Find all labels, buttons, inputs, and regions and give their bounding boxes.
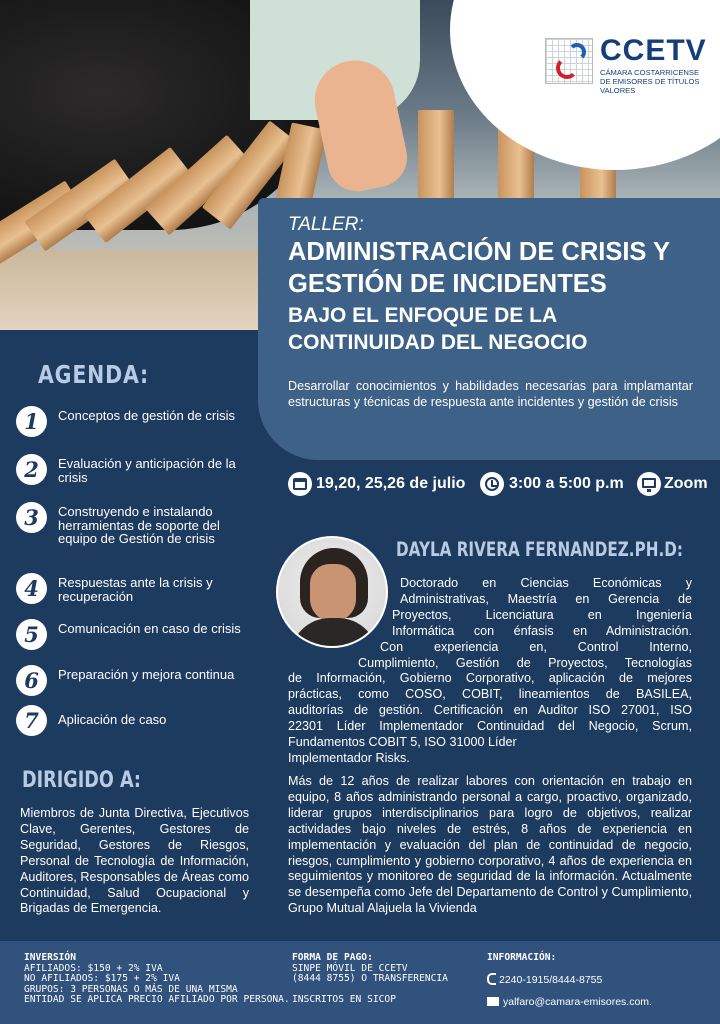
agenda-number-badge: 1 [16,406,47,437]
agenda-item-label: Construyendo e instalando herramientas de soporte del equipo de Gestión de crisis [58,504,220,546]
bio-line: Cumplimiento, Gestión de Proyectos, Tecnologías [358,655,692,670]
agenda-number-badge: 4 [16,573,47,604]
clock-icon [480,472,504,496]
speaker-bio [288,576,692,767]
bio-line: Con experiencia en, Control Interno, [380,639,692,654]
calendar-icon [288,472,312,496]
event-title: ADMINISTRACIÓN DE CRISIS Y GESTIÓN DE INCIDENTES [288,238,670,298]
investment-groups: GRUPOS: 3 PERSONAS O MÁS DE UNA MISMA [24,983,238,995]
footer [0,941,720,1024]
investment-block [24,953,290,1006]
bio-line: Informática con énfasis en Administración. [392,623,692,638]
agenda-number-badge: 5 [16,619,47,650]
event-type-label: TALLER: [288,214,364,235]
payment-line: SINPE MÓVIL DE CCETV [292,962,408,974]
ccetv-logo [545,34,710,94]
bio-line: auditorías de gestión. Certificación en Auditor ISO 27001, ISO [288,703,692,718]
agenda-number-badge: 2 [16,454,47,485]
investment-affiliates: AFILIADOS: $150 + 2% IVA [24,962,163,974]
payment-line: (8444 8755) O TRANSFERENCIA [292,973,448,985]
info-phone[interactable] [487,973,602,986]
logo-subtitle: CÁMARA COSTARRICENSE DE EMISORES DE TÍTULOS VALORES [600,68,700,95]
bio-line: de Información, Gobierno Corporativo, aplicación de mejores [288,671,692,686]
event-subtitle: BAJO EL ENFOQUE DE LA CONTINUIDAD DEL NEGOCIO [288,304,588,354]
schedule-dates: 19,20, 25,26 de julio [316,475,466,492]
info-heading-block [487,953,556,964]
ccetv-logo-mark [545,38,593,84]
monitor-icon [637,472,661,496]
agenda-number-badge: 7 [16,705,47,736]
agenda-item-label: Evaluación y anticipación de la crisis [58,456,236,485]
schedule-time: 3:00 a 5:00 p.m [509,475,624,492]
bio-line: Implementador Risks. [288,750,410,765]
agenda-item-label: Comunicación en caso de crisis [58,621,241,636]
payment-line: INSCRITOS EN SICOP [292,993,396,1005]
bio-line: Fundamentos COBIT 5, ISO 31000 Líder [288,735,517,750]
speaker-experience: Más de 12 años de realizar labores con orientación en trabajo en equipo, 8 años administrando personal a cargo, proactivo, organizado, liderar grupos interdisciplinarios para logro de objetivos, realizar actividades bajo niveles de estrés, 8 años de experiencia en implementación y evaluación del plan de continuidad de negocio, riesgos, cumplimiento y gobierno corporativo, 4 años de experiencia en seguimientos y monitoreo de seguridad de la información. Actualmente se desempeña como Jefe del Departamento de Control y Cumplimiento, Grupo Mutual Alajuela la Vivienda [288,774,692,916]
info-email[interactable] [487,996,652,1008]
investment-non-affiliates: NO AFILIADOS: $175 + 2% IVA [24,973,180,985]
info-heading: INFORMACIÓN: [487,952,557,963]
mail-icon [487,997,499,1006]
schedule-platform: Zoom [664,475,708,492]
investment-groups-note: ENTIDAD SE APLICA PRECIO AFILIADO POR PERSONA. [24,994,290,1006]
agenda-number-badge: 3 [16,502,47,533]
agenda-item-label: Aplicación de caso [58,712,167,727]
logo-name: CCETV [600,34,707,67]
phone-icon [487,973,496,985]
bio-line: Administrativas, Maestría en Gerencia de [400,591,692,606]
investment-heading: INVERSIÓN [24,952,76,963]
info-phone-number: 2240-1915/8444-8755 [499,974,603,986]
audience-title: DIRIGIDO A: [22,768,141,793]
bio-line: prácticas, como COSO, COBIT, lineamientos de BASILEA, [288,687,692,702]
payment-block [292,953,448,1005]
agenda-item-label: Respuestas ante la crisis y recuperación [58,575,213,604]
bio-line: Proyectos, Licenciatura en Ingeniería [392,607,692,622]
bio-line: 22301 Líder Implementador Continuidad del Negocio, Scrum, [288,719,692,734]
event-objective: Desarrollar conocimientos y habilidades necesarias para implamantar estructuras y técnicas de respuesta ante incidentes y gestión de crisis [288,379,693,409]
audience-text: Miembros de Junta Directiva, Ejecutivos Clave, Gerentes, Gestores de Seguridad, Gestores de Riesgos, Personal de Tecnología de Información, Auditores, Responsables de Áreas como Continuidad, Salud Ocupacional y Brigadas de Emergencia. [20,806,249,916]
agenda-item-label: Conceptos de gestión de crisis [58,408,236,423]
payment-heading: FORMA DE PAGO: [292,952,373,963]
title-panel [258,198,720,460]
schedule-bar [288,472,718,498]
agenda-item-label: Preparación y mejora continua [58,667,235,682]
agenda-title: AGENDA: [38,360,150,389]
bio-line: Doctorado en Ciencias Económicas y [400,576,692,590]
info-email-address: yalfaro@camara-emisores.com. [503,996,652,1008]
speaker-name: DAYLA RIVERA FERNANDEZ.PH.D: [396,538,683,561]
agenda-number-badge: 6 [16,665,47,696]
